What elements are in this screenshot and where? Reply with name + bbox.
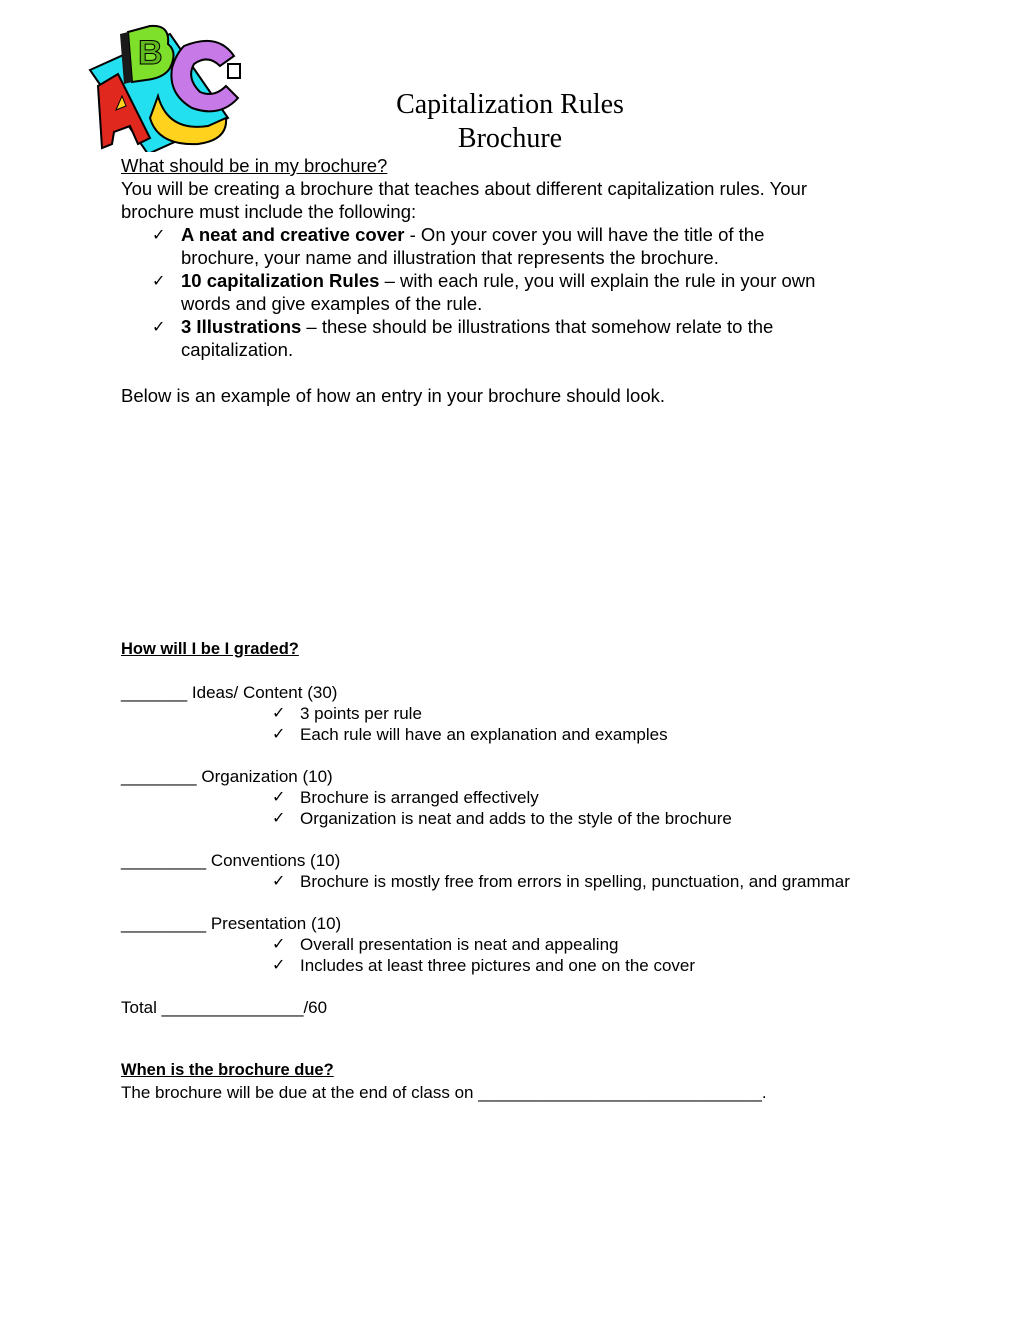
grade-check: 3 points per rule — [300, 704, 422, 723]
item-rest: – these should be illustrations that somehow relate to the — [301, 316, 774, 337]
grade-line-ideas: _______ Ideas/ Content (30) — [121, 683, 338, 702]
check-icon: ✓ — [152, 273, 166, 290]
intro-line-2: brochure must include the following: — [121, 201, 417, 222]
check-icon: ✓ — [152, 319, 166, 336]
check-icon: ✓ — [272, 957, 286, 974]
item-rest: - On your cover you will have the title of the — [404, 224, 765, 245]
item-rest: – with each rule, you will explain the rule in your own — [379, 270, 816, 291]
total-line: Total _______________/60 — [121, 998, 328, 1017]
page-subtitle: Brochure — [457, 123, 563, 154]
example-note: Below is an example of how an entry in your brochure should look. — [121, 385, 665, 406]
grade-check: Each rule will have an explanation and examples — [300, 725, 668, 744]
item-bold: 10 capitalization Rules — [181, 270, 380, 291]
grade-check: Brochure is arranged effectively — [300, 788, 539, 807]
list-item — [181, 269, 815, 292]
grade-line-conventions: _________ Conventions (10) — [121, 851, 341, 870]
check-icon: ✓ — [272, 705, 286, 722]
grade-check: Overall presentation is neat and appealing — [300, 935, 619, 954]
list-item-cont: brochure, your name and illustration that represents the brochure. — [181, 247, 719, 268]
check-icon: ✓ — [152, 227, 166, 244]
what-heading: What should be in my brochure? — [121, 155, 388, 176]
abc-logo — [88, 22, 248, 152]
list-item-cont: words and give examples of the rule. — [181, 293, 483, 314]
list-item — [181, 223, 764, 246]
grade-line-presentation: _________ Presentation (10) — [121, 914, 342, 933]
due-heading: When is the brochure due? — [121, 1061, 334, 1079]
grade-check: Organization is neat and adds to the style of the brochure — [300, 809, 732, 828]
graded-heading: How will I be I graded? — [121, 640, 299, 658]
abc-blocks-icon — [88, 22, 248, 152]
list-item — [181, 315, 773, 338]
check-icon: ✓ — [272, 810, 286, 827]
grade-check: Includes at least three pictures and one on the cover — [300, 956, 696, 975]
list-item-cont: capitalization. — [181, 339, 294, 360]
check-icon: ✓ — [272, 936, 286, 953]
item-bold: 3 Illustrations — [181, 316, 302, 337]
check-icon: ✓ — [272, 789, 286, 806]
svg-text:B: B — [138, 34, 163, 72]
grade-line-organization: ________ Organization (10) — [121, 767, 333, 786]
check-icon: ✓ — [272, 726, 286, 743]
page-title: Capitalization Rules — [396, 89, 624, 120]
grade-check: Brochure is mostly free from errors in spelling, punctuation, and grammar — [300, 872, 850, 891]
intro-line-1: You will be creating a brochure that teaches about different capitalization rules. Your — [121, 178, 807, 199]
item-bold: A neat and creative cover — [181, 224, 405, 245]
check-icon: ✓ — [272, 873, 286, 890]
due-line: The brochure will be due at the end of class on ______________________________. — [121, 1083, 767, 1102]
